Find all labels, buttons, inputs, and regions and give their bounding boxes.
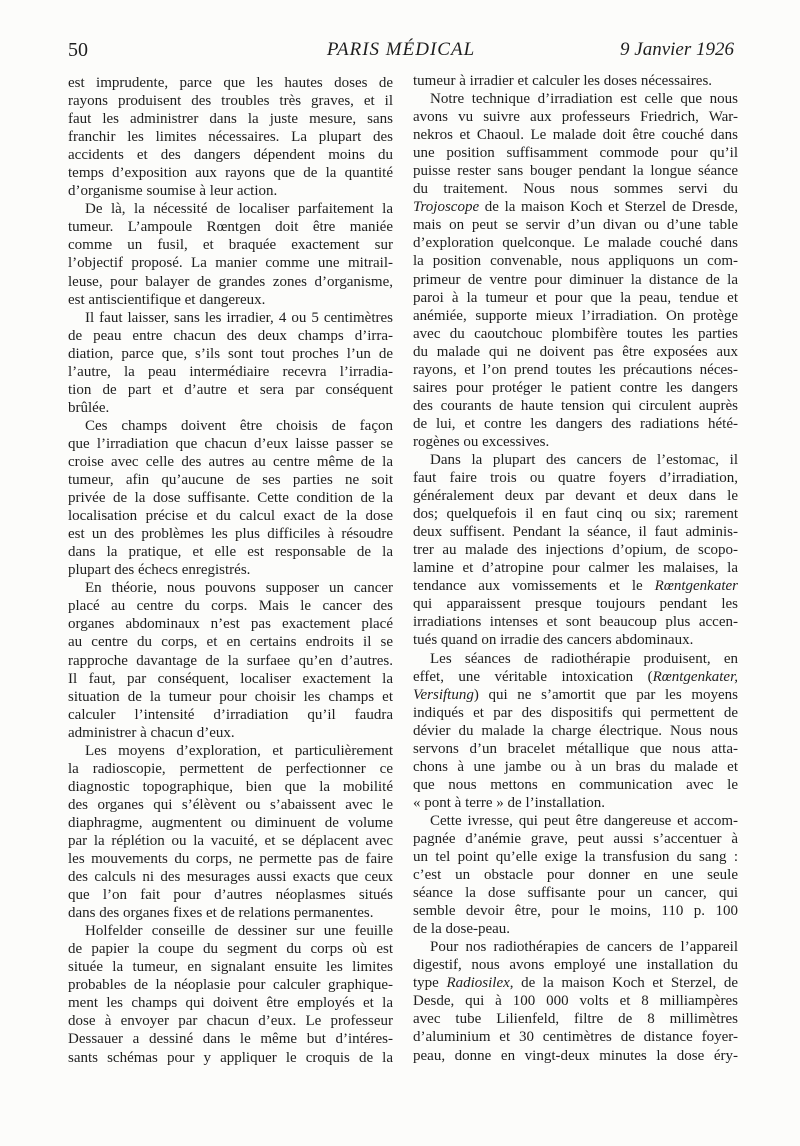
text-line: que l’on fait pour d’autres néoplasmes situés bbox=[68, 887, 393, 904]
text-line: croise avec celle des autres au centre même de la bbox=[68, 453, 393, 470]
text-line: De là, la nécessité de localiser parfaitement la bbox=[85, 201, 393, 218]
text-line: qui apparaissent presque toujours pendant les bbox=[413, 596, 738, 613]
text-line: rogènes ou excessives. bbox=[413, 433, 550, 450]
text-line: dose à envoyer par chacun d’eux. Le professeur bbox=[68, 1013, 393, 1030]
paragraph bbox=[413, 72, 738, 90]
text-line: tumeur à irradier et calculer les doses nécessaires. bbox=[413, 73, 713, 89]
text-line: ment les champs qui doivent être employés et la bbox=[68, 995, 393, 1012]
text-line: tumeur. L’ampoule Rœntgen doit être maniée bbox=[68, 219, 393, 236]
text-line: d’aluminium et 30 centimètres de distance foyer- bbox=[413, 1029, 738, 1046]
text-line: calculer l’intensité d’irradiation qu’il faudra bbox=[68, 706, 393, 723]
text-line: avec du caoutchouc plombifère toutes les parties bbox=[413, 325, 738, 342]
text-line: est imprudente, parce que les hautes doses de bbox=[68, 75, 393, 91]
text-line: que nous mettons en communication avec le bbox=[413, 776, 738, 793]
text-line: trer au malade des injections d’opium, de scopo- bbox=[413, 542, 738, 559]
text-line bbox=[413, 668, 738, 686]
text-line: faut faire trois ou quatre foyers d’irradiation, bbox=[413, 470, 738, 487]
text-line: indiqués et par des dispositifs qui permettent de bbox=[413, 704, 738, 721]
text-line: En théorie, nous pouvons supposer un cancer bbox=[85, 580, 393, 597]
paragraph bbox=[68, 579, 393, 741]
text-line: une position suffisamment commode pour qu’il bbox=[413, 145, 738, 162]
text-run: type bbox=[413, 975, 447, 992]
text-line: semble devoir être, pour le moins, 110 p. 100 bbox=[413, 903, 738, 920]
text-line: leuse, pour balayer de grandes zones d’organisme, bbox=[68, 273, 393, 290]
text-line: diation, parce que, s’ils sont tout proches l’un de bbox=[68, 345, 393, 362]
text-line: Les moyens d’exploration, et particulièrement bbox=[85, 742, 393, 759]
text-line: placé au centre du corps. Mais le cancer des bbox=[68, 598, 393, 615]
text-line: puisse rester sans bouger pendant la longue séance bbox=[413, 163, 738, 180]
text-line: Dessauer a dessiné dans le même but d’intéres- bbox=[68, 1031, 393, 1048]
text-line: les mouvements du corps, ne permette pas de faire bbox=[68, 851, 393, 868]
text-line: tion de part et d’autre et sera par conséquent bbox=[68, 381, 393, 398]
text-line: la position convenable, nous appliquons un com- bbox=[413, 253, 738, 270]
text-line: c’est un obstacle pour donner en une seule bbox=[413, 867, 738, 884]
text-line bbox=[413, 974, 738, 992]
text-line: organes abdominaux n’est pas exactement placé bbox=[68, 616, 393, 633]
text-line: séance la dose suffisante pour un cancer, qui bbox=[413, 885, 738, 902]
italic-term: Radiosilex bbox=[446, 975, 510, 992]
text-line: deux suffisent. Pendant la séance, il faut adminis- bbox=[413, 524, 738, 541]
text-line: « pont à terre » de l’installation. bbox=[413, 794, 606, 811]
paragraph bbox=[68, 922, 393, 1066]
text-line: de lui, et contre les dangers des radiations hété- bbox=[413, 415, 738, 432]
text-column-left bbox=[68, 74, 393, 1067]
text-line: tumeur, afin qu’aucune de ses parties ne soit bbox=[68, 472, 393, 489]
text-line: de la dose-peau. bbox=[413, 921, 511, 938]
page-number: 50 bbox=[68, 39, 88, 61]
paragraph bbox=[68, 417, 393, 579]
text-line: plupart des échecs enregistrés. bbox=[68, 562, 251, 579]
paragraph bbox=[413, 938, 738, 1064]
paragraph bbox=[68, 309, 393, 417]
text-line: Holfelder conseille de dessiner sur une feuille bbox=[85, 923, 393, 940]
text-line: mais on peut se servir d’un divan ou d’une table bbox=[413, 217, 738, 234]
text-line: Cette ivresse, qui peut être dangereuse et accom- bbox=[430, 812, 738, 829]
text-line: l’autre, la peau intermédiaire recevra l’irradia- bbox=[68, 363, 393, 380]
text-line: diagnostic topographique, bien que la mobilité bbox=[68, 778, 393, 795]
text-line: probables de la néoplasie pour calculer graphique- bbox=[68, 977, 393, 994]
text-line: des organes qui s’élèvent ou s’abaissent avec le bbox=[68, 796, 393, 813]
text-line: anémiée, supporte mieux l’irradiation. On protège bbox=[413, 307, 738, 324]
text-line: irradiations intenses et sont beaucoup plus accen- bbox=[413, 614, 738, 631]
text-line: un tel point qu’elle exige la transfusion du sang : bbox=[413, 849, 738, 866]
text-line: dans la pratique, et elle est responsable de la bbox=[68, 544, 393, 561]
text-line: localisation précise et du calcul exact de la dose bbox=[68, 508, 393, 525]
text-line: faut les administrer dans la juste mesure, sans bbox=[68, 111, 393, 128]
text-run: ) qui ne s’amortit que par les moyens bbox=[473, 686, 738, 703]
text-line: des courants de haute tension qui circulent auprès bbox=[413, 397, 738, 414]
text-line: située la tumeur, en signalant ensuite les limites bbox=[68, 959, 393, 976]
text-line: sants schémas pour y appliquer le croquis de la bbox=[68, 1049, 393, 1066]
text-line: primeur de ventre pour diminuer la distance de la bbox=[413, 271, 738, 288]
text-line: accidents et des dangers dépendent moins du bbox=[68, 147, 393, 164]
text-run: , de la maison Koch et Sterzel, de bbox=[509, 975, 739, 992]
text-line: de peau entre chacun des deux champs d’irra- bbox=[68, 327, 393, 344]
text-line: des calculs ni des mesurages aussi exacts que ceux bbox=[68, 869, 393, 886]
text-line: pagnée d’anémie grave, peut aussi s’accentuer à bbox=[413, 830, 738, 847]
text-run: effet, une véritable intoxication ( bbox=[413, 668, 653, 685]
text-line: digestif, nous avons employé une installation du bbox=[413, 957, 738, 974]
text-line: Il faut, par conséquent, localiser exactement la bbox=[68, 670, 393, 687]
italic-term: Rœntgenkater, bbox=[652, 668, 738, 685]
text-line: avons vu suivre aux professeurs Friedrich, War- bbox=[413, 109, 738, 126]
text-line: nekros et Chaoul. Le malade doit être couché dans bbox=[413, 127, 738, 144]
text-line: dos; quelquefois il en faut cinq ou six; rarement bbox=[413, 506, 738, 523]
text-line: lamine et d’atropine pour calmer les malaises, la bbox=[413, 560, 738, 577]
text-line: diaphragme, augmentent ou diminuent de volume bbox=[68, 814, 393, 831]
text-line: rapproche davantage de la surfaee qu’en d’autres. bbox=[68, 652, 393, 669]
text-line: comme un fusil, et braquée exactement sur bbox=[68, 237, 393, 254]
italic-term: Trojoscope bbox=[413, 199, 480, 216]
paragraph bbox=[413, 90, 738, 451]
text-line: Desde, qui à 100 000 volts et 8 milliampères bbox=[413, 993, 738, 1010]
text-line: l’objectif proposé. La manier comme une mitrail- bbox=[68, 255, 393, 272]
text-line: brûlée. bbox=[68, 399, 110, 416]
text-line: dans des organes fixes et de relations permanentes. bbox=[68, 905, 374, 922]
text-line bbox=[413, 577, 738, 595]
text-run: tendance aux vomissements et le bbox=[413, 578, 655, 595]
text-line: paroi à la tumeur et pour que la peau, tendue et bbox=[413, 289, 738, 306]
text-line: tués quand on irradie des cancers abdominaux. bbox=[413, 632, 694, 649]
italic-term: Rœntgenkater bbox=[654, 578, 738, 595]
text-line: temps d’exposition aux rayons que de la quantité bbox=[68, 165, 393, 182]
text-line: privée de la dose suffisante. Cette condition de la bbox=[68, 490, 393, 507]
text-line: généralement deux par devant et deux dans le bbox=[413, 488, 738, 505]
text-line: la radioscopie, permettent de perfectionner ce bbox=[68, 760, 393, 777]
text-line: Il faut laisser, sans les irradier, 4 ou 5 centimètres bbox=[85, 309, 393, 326]
paragraph bbox=[413, 451, 738, 650]
text-line: avec tube Lilienfeld, filtre de 8 millimètres bbox=[413, 1011, 738, 1028]
text-line: rayons, et l’on prend toutes les précautions néces- bbox=[413, 361, 738, 378]
text-line: Les séances de radiothérapie produisent, en bbox=[430, 650, 738, 667]
running-header bbox=[66, 37, 736, 63]
text-line: dévier du malade la charge électrique. Nous nous bbox=[413, 722, 738, 739]
text-line: Notre technique d’irradiation est celle que nous bbox=[430, 91, 738, 108]
text-line: chons à une jambe ou à un bras du malade et bbox=[413, 758, 738, 775]
paragraph bbox=[413, 812, 738, 938]
text-line: est antiscientifique et dangereux. bbox=[68, 291, 266, 308]
text-line: au centre du corps, et en certains endroits il se bbox=[68, 634, 393, 651]
text-line: d’organisme soumise à leur action. bbox=[68, 183, 278, 200]
text-line: de papier la coupe du segment du corps où est bbox=[68, 941, 393, 958]
text-column-right bbox=[413, 72, 738, 1065]
issue-date: 9 Janvier 1926 bbox=[620, 39, 734, 60]
text-run: de la maison Koch et Sterzel de Dresde, bbox=[479, 199, 738, 216]
text-line bbox=[413, 686, 738, 704]
text-line: du malade qui ne doivent pas être exposées aux bbox=[413, 343, 738, 360]
text-line: d’exploration quelconque. Le malade couché dans bbox=[413, 235, 738, 252]
text-line: Ces champs doivent être choisis de façon bbox=[85, 417, 393, 434]
paragraph bbox=[68, 200, 393, 308]
text-line bbox=[413, 198, 738, 216]
paragraph bbox=[413, 650, 738, 812]
text-line: que l’irradiation que chacun d’eux laisse passer se bbox=[68, 435, 393, 452]
text-line: par la réplétion ou la vacuité, et se déplacent avec bbox=[68, 832, 393, 849]
italic-term: Versiftung bbox=[413, 686, 474, 703]
paragraph bbox=[68, 74, 393, 200]
text-line: situation de la tumeur pour choisir les champs et bbox=[68, 688, 393, 705]
text-line: peau, donne en vingt-deux minutes la dose éry- bbox=[413, 1047, 738, 1064]
text-line: Dans la plupart des cancers de l’estomac, il bbox=[430, 451, 738, 468]
text-line: saires pour protéger le patient contre les dangers bbox=[413, 379, 738, 396]
text-line: Pour nos radiothérapies de cancers de l’appareil bbox=[430, 939, 738, 956]
text-line: franchir les limites nécessaires. La plupart des bbox=[68, 129, 393, 146]
paragraph bbox=[68, 742, 393, 922]
text-line: administrer à chacun d’eux. bbox=[68, 724, 235, 741]
journal-title: PARIS MÉDICAL bbox=[326, 39, 476, 60]
text-line: servons d’un bracelet métallique que nous atta- bbox=[413, 740, 738, 757]
text-line: du traitement. Nous nous sommes servi du bbox=[413, 181, 738, 198]
text-line: rayons produisent des troubles très graves, et il bbox=[68, 93, 393, 110]
text-line: est un des problèmes les plus difficiles à résoudre bbox=[68, 526, 393, 543]
